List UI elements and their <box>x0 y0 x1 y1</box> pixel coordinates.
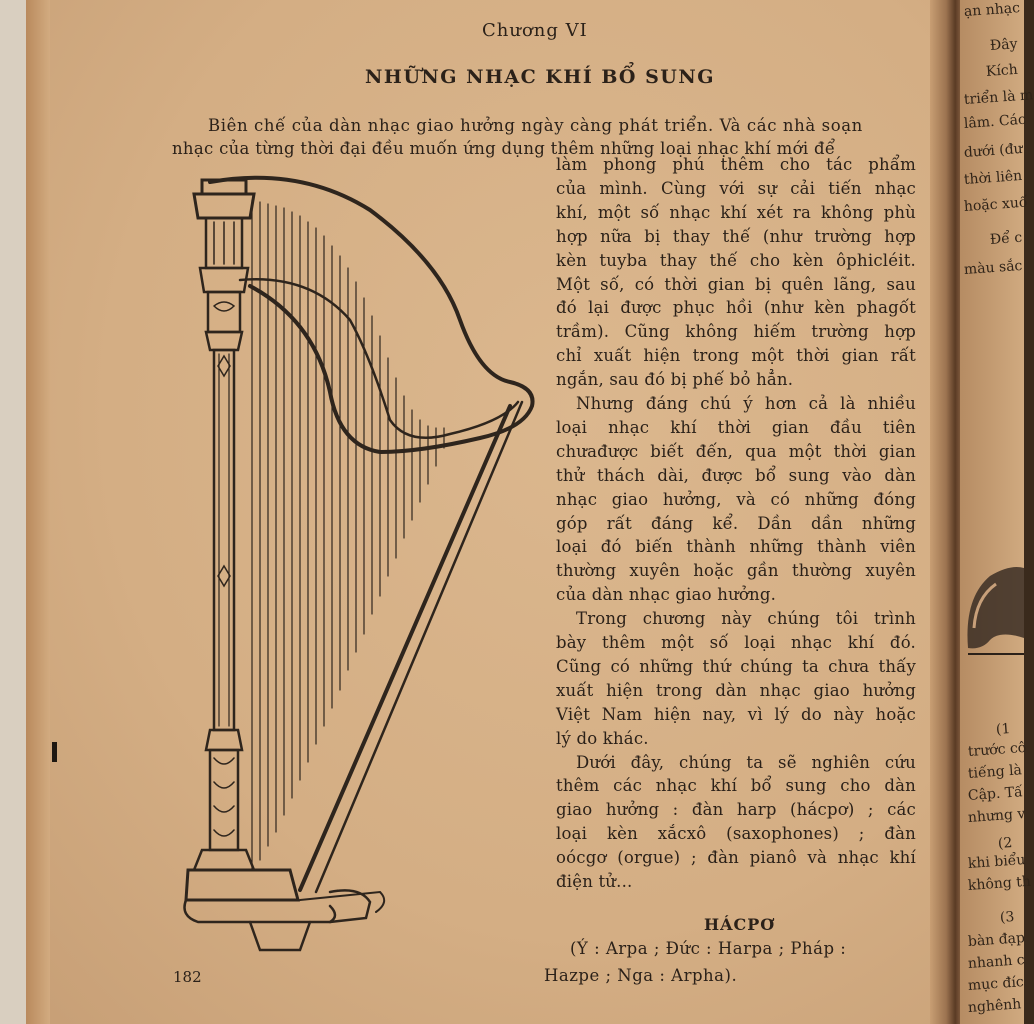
body-line: làm phong phú thêm cho tác phẩm <box>556 155 916 174</box>
right-fragment: (1 <box>995 721 1011 738</box>
right-fragment: lâm. Các <box>963 111 1027 132</box>
body-line: Trong chương này chúng tôi trình <box>576 609 916 629</box>
body-line: góp rất đáng kể. Dần dần những <box>556 513 916 533</box>
right-fragment: ạn nhạc <box>963 0 1021 20</box>
right-fragment: tiếng là <box>967 762 1023 782</box>
body-line: ngắn, sau đó bị phế bỏ hẳn. <box>556 370 794 390</box>
right-fragment: trước cô <box>967 739 1027 760</box>
section-heading: HÁCPƠ <box>704 915 776 934</box>
right-fragment: dưới (đư <box>963 140 1024 161</box>
body-line: thử thách dài, được bổ sung vào dàn <box>556 465 916 485</box>
chapter-title: NHỮNG NHẠC KHÍ BỔ SUNG <box>365 66 715 88</box>
body-line: lý do khác. <box>556 728 649 748</box>
right-page-illustration <box>960 558 1024 678</box>
body-line: Dưới đây, chúng ta sẽ nghiên cứu <box>576 752 916 772</box>
body-line: nhạc giao hưởng, và có những đóng <box>556 489 916 509</box>
right-fragment: màu sắc <box>963 257 1023 278</box>
instrument-names-line: Hazpe ; Nga : Arpha). <box>544 966 738 985</box>
body-line: xuất hiện trong dàn nhạc giao hưởng <box>556 680 916 700</box>
body-line: chưađược biết đến, qua một thời gian <box>556 441 916 461</box>
right-fragment: nhưng v <box>967 806 1026 826</box>
body-line: khí, một số nhạc khí xét ra không phù <box>556 202 916 222</box>
right-fragment: (3 <box>999 909 1015 926</box>
body-line: oócgơ (orgue) ; đàn pianô và nhạc khí <box>556 848 916 868</box>
chapter-label: Chương VI <box>482 20 588 41</box>
body-line: Việt Nam hiện nay, vì lý do này hoặc <box>556 704 916 724</box>
body-line: trầm). Cũng không hiếm trường hợp <box>556 322 916 342</box>
instrument-names-line: (Ý : Arpa ; Đức : Harpa ; Pháp : <box>570 939 847 958</box>
body-line: loại kèn xắcxô (saxophones) ; đàn <box>556 824 916 844</box>
ink-mark <box>52 742 57 762</box>
body-line: của dàn nhạc giao hưởng. <box>556 585 777 605</box>
intro-line: Biên chế của dàn nhạc giao hưởng ngày càng phát triển. Và các nhà soạn <box>208 116 863 135</box>
body-line: đó lại được phục hồi (như kèn phagốt <box>556 298 916 318</box>
right-fragment: nhanh c <box>967 952 1026 972</box>
body-line: Một số, có thời gian bị quên lãng, sau <box>556 274 916 294</box>
body-line: giao hưởng : đàn harp (hácpơ) ; các <box>556 800 916 820</box>
harp-illustration <box>180 170 540 970</box>
body-line: loại nhạc khí thời gian đầu tiên <box>556 417 916 437</box>
right-fragment: Cập. Tấ <box>967 784 1024 804</box>
page-edge <box>26 0 50 1024</box>
body-line: loại đó biến thành những thành viên <box>556 537 916 557</box>
body-line: hợp nữa bị thay thế (như trường hợp <box>556 226 916 246</box>
right-fragment: Để c <box>989 229 1023 248</box>
body-line: thường xuyên hoặc gần thường xuyên <box>556 561 916 581</box>
right-fragment: nghênh <box>967 996 1022 1016</box>
body-line: thêm các nhạc khí bổ sung cho dàn <box>556 776 916 796</box>
right-fragment: (2 <box>997 835 1013 852</box>
body-line: chỉ xuất hiện trong một thời gian rất <box>556 346 916 366</box>
right-fragment: không th <box>967 873 1032 894</box>
right-fragment: mục đíc <box>967 974 1025 994</box>
right-fragment: triển là m <box>963 87 1034 108</box>
right-fragment: thời liên <box>963 167 1023 188</box>
background-left <box>0 0 28 1024</box>
body-line: bày thêm một số loại nhạc khí đó. <box>556 633 916 652</box>
right-fragment: hoặc xuố <box>963 194 1028 215</box>
right-fragment: khi biểu <box>967 852 1026 872</box>
right-page <box>960 0 1034 1024</box>
body-line: của mình. Cùng với sự cải tiến nhạc <box>556 178 916 198</box>
intro-line: nhạc của từng thời đại đều muốn ứng dụng thêm những loại nhạc khí mới để <box>172 139 836 158</box>
body-line: kèn tuyba thay thế cho kèn ôphicléit. <box>556 250 916 270</box>
right-fragment: Đây <box>989 36 1019 54</box>
body-line: Cũng có những thứ chúng ta chưa thấy <box>556 656 916 676</box>
right-fragment: bàn đạp <box>967 930 1026 950</box>
body-line: điện tử... <box>556 872 633 891</box>
body-line: Nhưng đáng chú ý hơn cả là nhiều <box>576 394 916 413</box>
right-fragment: Kích <box>985 61 1019 80</box>
page-number: 182 <box>173 968 202 986</box>
